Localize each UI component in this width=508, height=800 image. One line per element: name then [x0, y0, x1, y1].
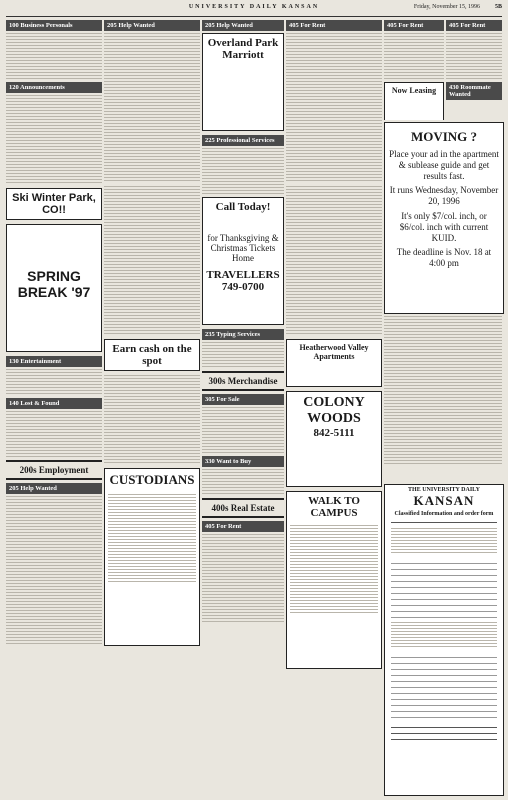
pricing-table [391, 558, 497, 618]
travel-ad: Call Today! for Thanksgiving & Christmas Tickets Home TRAVELLERS 749-0700 [202, 197, 284, 325]
classified-text [6, 411, 102, 457]
page-number: 5B [494, 4, 502, 10]
classified-text [384, 33, 444, 79]
classified-text [286, 33, 382, 183]
section-header: 205 Help Wanted [104, 20, 200, 31]
classified-text [202, 469, 284, 495]
masthead: UNIVERSITY DAILY KANSAN [188, 4, 320, 10]
employment-heading: 200s Employment [6, 460, 102, 480]
now-leasing-ad: Now Leasing [384, 82, 444, 120]
section-header: 430 Roommate Wanted [446, 82, 502, 100]
classified-text [6, 496, 102, 646]
classified-text [104, 186, 200, 336]
merchandise-heading: 300s Merchandise [202, 371, 284, 391]
classified-text [104, 375, 200, 465]
mid-classifieds [384, 316, 502, 478]
issue-date: Friday, November 15, 1996 [413, 4, 480, 10]
classified-text [446, 33, 502, 79]
section-header: 120 Announcements [6, 82, 102, 93]
classified-text [6, 95, 102, 185]
section-header: 330 Want to Buy [202, 456, 284, 467]
section-header: 405 For Rent [202, 521, 284, 532]
column-4 [286, 20, 382, 796]
section-header: 100 Business Personals [6, 20, 102, 31]
section-header: 305 For Sale [202, 394, 284, 405]
section-header: 405 For Rent [384, 20, 444, 31]
classified-text [6, 369, 102, 395]
marriott-ad: Overland Park Marriott [202, 33, 284, 131]
page-header [6, 4, 502, 17]
section-header: 405 For Rent [446, 20, 502, 31]
classified-text [202, 148, 284, 194]
column-2 [104, 20, 200, 796]
section-header: 405 For Rent [286, 20, 382, 31]
ski-ad: Ski Winter Park, CO!! [6, 188, 102, 220]
section-header: 225 Professional Services [202, 135, 284, 146]
section-header: 235 Typing Services [202, 329, 284, 340]
section-header: 130 Entertainment [6, 356, 102, 367]
earn-cash-ad: Earn cash on the spot [104, 339, 200, 371]
classified-text [202, 342, 284, 368]
classified-text [286, 186, 382, 336]
column-3 [202, 20, 284, 796]
column-1 [6, 20, 102, 796]
classified-text [104, 33, 200, 183]
column-5 [384, 20, 444, 120]
real-estate-heading: 400s Real Estate [202, 498, 284, 518]
moving-ad: MOVING ? Place your ad in the apartment & sublease guide and get results fast. It runs Wednesday, November 20, 1996 It's only $7/col. inch, or $6/col. inch with current KUID. The deadline is Nov. 18 at 4:00 pm [384, 122, 504, 314]
ad-copy-grid [391, 652, 497, 722]
section-header: 205 Help Wanted [202, 20, 284, 31]
heatherwood-ad: Heatherwood Valley Apartments [286, 339, 382, 387]
column-6 [446, 20, 502, 120]
classified-text [202, 407, 284, 453]
spring-break-ad: SPRING BREAK '97 [6, 224, 102, 352]
section-header: 140 Lost & Found [6, 398, 102, 409]
colony-woods-ad: COLONY WOODS 842-5111 [286, 391, 382, 487]
classified-text [6, 33, 102, 79]
classified-text [202, 534, 284, 624]
custodians-ad: CUSTODIANS [104, 468, 200, 646]
section-header: 205 Help Wanted [6, 483, 102, 494]
classified-order-form: THE UNIVERSITY DAILY KANSAN Classified Information and order form [384, 484, 504, 796]
walk-to-campus-ad: WALK TO CAMPUS [286, 491, 382, 669]
